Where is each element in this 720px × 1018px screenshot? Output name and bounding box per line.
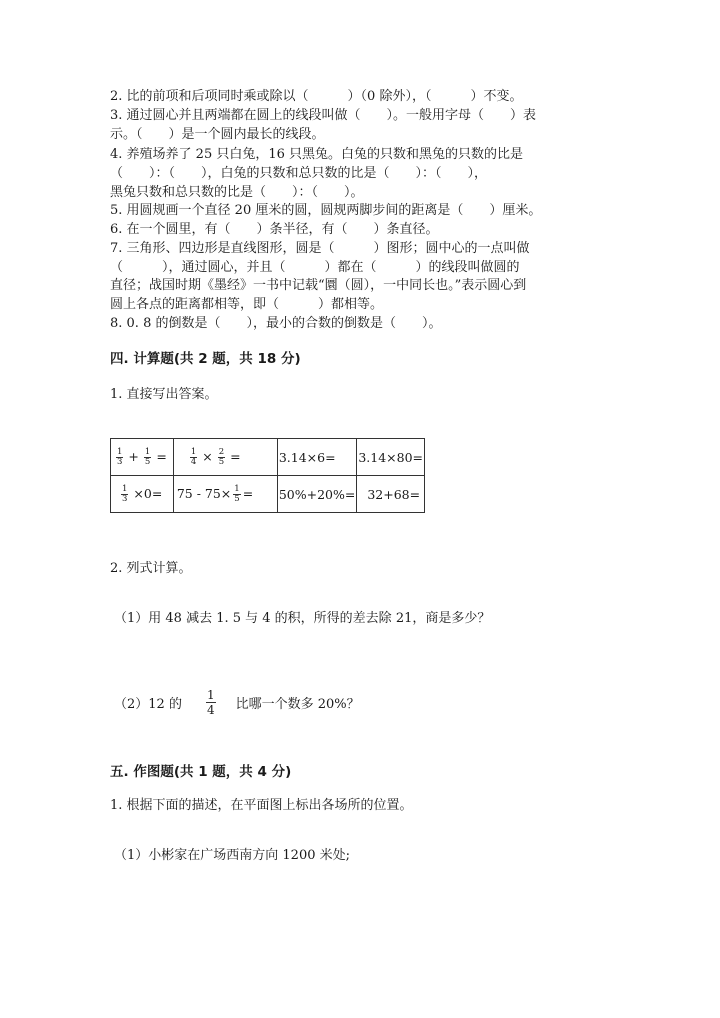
fraction: $\frac{1}{4}$ <box>190 446 197 467</box>
q4-rabbits-line1: 4. 养殖场养了 25 只白兔，16 只黑兔。白兔的只数和黑兔的只数的比是 <box>110 147 524 162</box>
fraction: $\frac{1}{5}$ <box>144 446 151 467</box>
section5-q1-1: （1）小彬家在广场西南方向 1200 米处; <box>114 848 350 863</box>
table-row <box>111 439 425 476</box>
fraction: $\frac{1}{3}$ <box>122 483 128 504</box>
q2-ratio-property: 2. 比的前项和后项同时乘或除以（ ）（0 除外），（ ）不变。 <box>110 89 523 104</box>
table-cell: $\frac{1}{3}$ ×0= <box>111 476 174 513</box>
q6-radius-count: 6. 在一个圆里，有（ ）条半径，有（ ）条直径。 <box>110 222 439 237</box>
table-row <box>111 476 425 513</box>
table-cell: $\frac{1}{4}$ × $\frac{2}{5}$ = <box>173 439 277 476</box>
table-cell: 3.14×6= <box>277 439 357 476</box>
q4-rabbits-line3: 黑兔只数和总只数的比是（ ）：（ ）。 <box>110 185 364 200</box>
section4-q2-2: （2）12 的 $\frac{1}{4}$ 比哪一个数多 20%？ <box>114 688 360 717</box>
section4-q2-1: （1）用 48 减去 1. 5 与 4 的积，所得的差去除 21，商是多少？ <box>114 611 491 626</box>
section4-q1-title: 1. 直接写出答案。 <box>110 387 218 402</box>
section5-q1-title: 1. 根据下面的描述，在平面图上标出各场所的位置。 <box>110 798 413 813</box>
q3-diameter-line1: 3. 通过圆心并且两端都在圆上的线段叫做（ ）。一般用字母（ ）表 <box>110 108 537 123</box>
q4-rabbits-line2: （ ）：（ ），白兔的只数和总只数的比是（ ）：（ ）， <box>110 166 488 181</box>
fraction: $\frac{2}{5}$ <box>218 446 225 467</box>
q7-circle-line4: 圆上各点的距离都相等，即（ ）都相等。 <box>110 297 384 312</box>
table-cell: 50%+20%= <box>277 476 357 513</box>
q7-circle-line3: 直径；战国时期《墨经》一书中记载“圜（圆），一中同长也。”表示圆心到 <box>110 278 527 293</box>
section4-q2-title: 2. 列式计算。 <box>110 561 192 576</box>
section4-heading: 四. 计算题(共 2 题，共 18 分) <box>110 351 301 367</box>
q5-compass: 5. 用圆规画一个直径 20 厘米的圆，圆规两脚步间的距离是（ ）厘米。 <box>110 203 542 218</box>
q7-circle-line1: 7. 三角形、四边形是直线图形，圆是（ ）图形；圆中心的一点叫做 <box>110 241 530 256</box>
q3-diameter-line2: 示。（ ）是一个圆内最长的线段。 <box>110 127 325 142</box>
fraction: $\frac{1}{3}$ <box>117 446 123 467</box>
fraction: $\frac{1}{5}$ <box>234 483 240 504</box>
fraction: $\frac{1}{4}$ <box>206 688 215 717</box>
mental-math-table <box>110 438 425 513</box>
q7-circle-line2: （ ），通过圆心，并且（ ）都在（ ）的线段叫做圆的 <box>110 260 520 275</box>
table-cell: 3.14×80= <box>357 439 425 476</box>
table-cell: 75 - 75× $\frac{1}{5}$ = <box>173 476 277 513</box>
q8-reciprocal: 8. 0. 8 的倒数是（ ），最小的合数的倒数是（ ）。 <box>110 316 442 331</box>
table-cell: 32+68= <box>357 476 425 513</box>
table-cell: $\frac{1}{3}$ + $\frac{1}{5}$ = <box>111 439 174 476</box>
section5-heading: 五. 作图题(共 1 题，共 4 分) <box>110 764 292 780</box>
